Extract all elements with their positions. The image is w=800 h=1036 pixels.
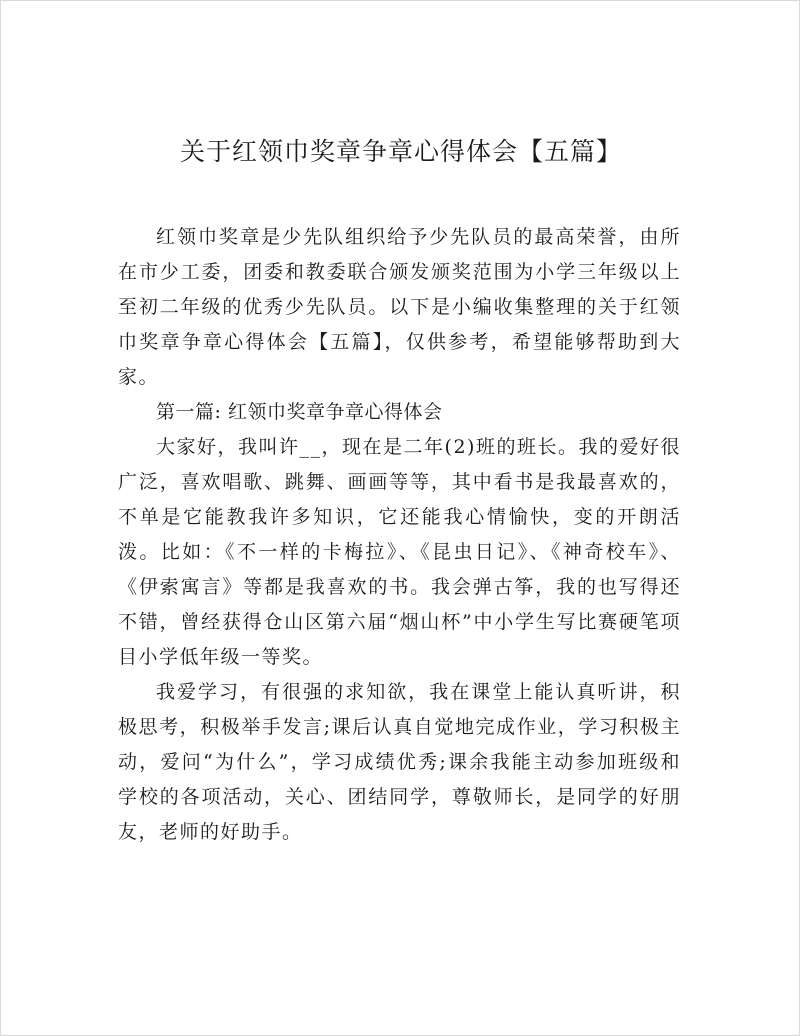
section-heading: 第一篇: 红领巾奖章争章心得体会 — [156, 401, 443, 423]
intro-paragraph: 红领巾奖章是少先队组织给予少先队员的最高荣誉，由所在市少工委，团委和教委联合颁发颁奖范围为小学三年级以上至初二年级的优秀少先队员。以下是小编收集整理的关于红领巾奖章争章心得体会【五篇】，仅供参考，希望能够帮助到大家。 — [118, 226, 681, 388]
body-paragraph: 我爱学习，有很强的求知欲，我在课堂上能认真听讲，积极思考，积极举手发言;课后认真自觉地完成作业，学习积极主动，爱问“为什么”，学习成绩优秀;课余我能主动参加班级和学校的各项活动，关心、团结同学，尊敬师长，是同学的好朋友，老师的好助手。 — [118, 681, 681, 843]
document-title: 关于红领巾奖章争章心得体会【五篇】 — [179, 137, 622, 166]
document-body — [118, 220, 681, 850]
body-paragraph: 大家好，我叫许__，现在是二年(2)班的班长。我的爱好很广泛，喜欢唱歌、跳舞、画画等等，其中看书是我最喜欢的，不单是它能教我许多知识，它还能我心情愉快，变的开朗活泼。比如：《不一样的卡梅拉》、《昆虫日记》、《神奇校车》、《伊索寓言》等都是我喜欢的书。我会弹古筝，我的也写得还不错，曾经获得仓山区第六届“烟山杯”中小学生写比赛硬笔项目小学低年级一等奖。 — [118, 436, 681, 668]
